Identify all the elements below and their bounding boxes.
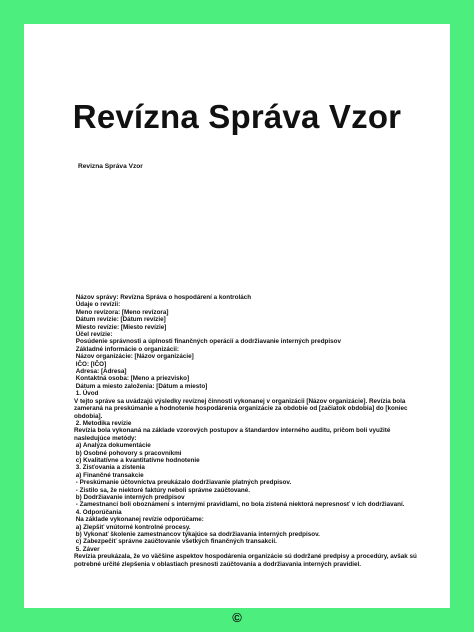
- body-line: c) Zabezpečiť správne zaúčtovanie všetkých finančných transakcií.: [74, 538, 277, 546]
- copyright-icon: ©: [232, 610, 242, 625]
- body-line: Účel revízie:: [74, 331, 113, 339]
- body-line: Kontaktná osoba: [Meno a priezvisko]: [74, 375, 190, 383]
- body-line: Meno revízora: [Meno revízora]: [74, 308, 169, 316]
- body-line: 1. Úvod: [74, 390, 99, 398]
- body-line: - Preskúmanie účtovníctva preukázalo dodržiavanie platných predpisov.: [74, 479, 292, 487]
- body-line: IČO: [IČO]: [74, 360, 107, 368]
- document-page: [24, 24, 450, 625]
- body-line: b) Dodržiavanie interných predpisov: [74, 493, 185, 501]
- body-line: Revízia bola vykonaná na základe vzorových postupov a štandardov interného auditu, pričom boli využité nasledujúce metódy:: [74, 427, 393, 442]
- body-line: - Zamestnanci boli oboznámení s internými pravidlami, no bola zistená niektorá nepresnosť v ich dodržiavaní.: [74, 501, 405, 509]
- body-line: Základné informácie o organizácii:: [74, 345, 179, 353]
- body-line: Revízia preukázala, že vo väčšine aspektov hospodárenia organizácie sú dodržané predpisy a procedúry, avšak sú potrebné určité zlepšenia v oblastiach presnosti zaúčtovania a dodržiavania interných pravidiel.: [74, 553, 419, 568]
- body-line: b) Osobné pohovory s pracovníkmi: [74, 449, 182, 457]
- body-line: Názov správy: Revízna Správa o hospodárení a kontrolách: [74, 294, 252, 301]
- body-line: Údaje o revízii:: [74, 301, 121, 309]
- body-line: Miesto revízie: [Miesto revízie]: [74, 323, 167, 331]
- body-line: V tejto správe sa uvádzajú výsledky revíznej činnosti vykonanej v organizácii [Názov organizácie]. Revízia bola zameraná na preskúmanie a hodnotenie hospodárenia organizácie za obdobie od [začiatok obdobia] do [koniec obdobia].: [74, 397, 410, 420]
- body-line: 2. Metodika revízie: [74, 419, 132, 427]
- document-subtitle: Revizna Správa Vzor: [78, 163, 143, 170]
- body-line: Adresa: [Adresa]: [74, 368, 127, 376]
- body-line: Názov organizácie: [Názov organizácie]: [74, 353, 194, 361]
- body-line: Na základe vykonanej revízie odporúčame:: [74, 516, 204, 524]
- body-line: a) Zlepšiť vnútorné kontrolné procesy.: [74, 523, 191, 531]
- body-line: a) Analýza dokumentácie: [74, 442, 151, 450]
- body-line: b) Vykonať školenie zamestnancov týkajúce sa dodržiavania interných predpisov.: [74, 531, 320, 538]
- body-line: Dátum revízie: [Dátum revízie]: [74, 316, 166, 324]
- body-line: 5. Záver: [74, 545, 100, 553]
- page-title: Revízna Správa Vzor: [72, 98, 402, 135]
- body-line: 3. Zisťovania a zistenia: [74, 464, 145, 472]
- body-line: c) Kvalitatívne a kvantitatívne hodnotenie: [74, 456, 200, 464]
- body-line: Dátum a miesto založenia: [Dátum a miesto]: [74, 382, 208, 390]
- body-line: a) Finančné transakcie: [74, 471, 144, 479]
- body-line: 4. Odporúčania: [74, 508, 122, 516]
- body-line: - Zistilo sa, že niektoré faktúry neboli správne zaúčtované.: [74, 486, 251, 494]
- document-body: [74, 294, 420, 568]
- body-line: Posúdenie správnosti a úplnosti finančných operácií a dodržiavanie interných predpisov: [74, 338, 341, 346]
